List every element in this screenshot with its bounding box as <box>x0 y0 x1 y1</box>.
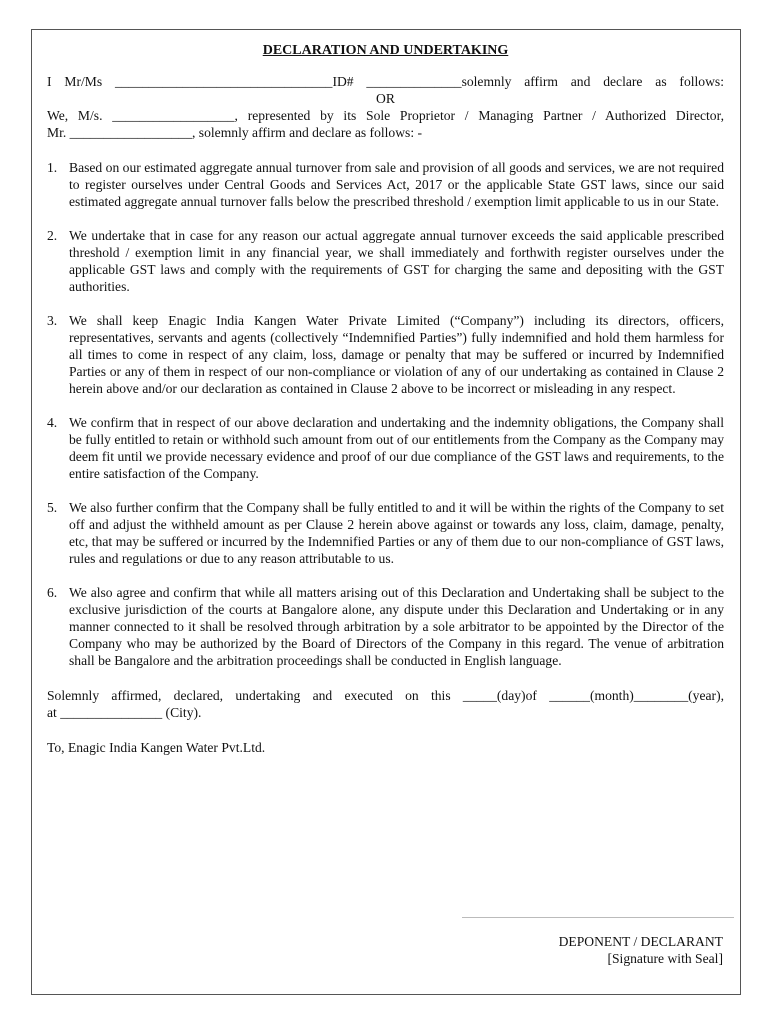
clause-text: We undertake that in case for any reason our actual aggregate annual turnover exceeds the said applicable prescribed threshold / exemption limit in any financial year, we shall immediately and forthwith register ourselves under the applicable GST laws and comply with the requirements of GST for charging the same and depositing with the GST authorities. <box>69 228 724 294</box>
clause-list <box>47 159 724 669</box>
signature-title: DEPONENT / DECLARANT <box>558 934 723 949</box>
clause-text: We also agree and confirm that while all matters arising out of this Declaration and Undertaking shall be subject to the exclusive jurisdiction of the courts at Bangalore alone, any dispute under this Declaration and Undertaking or in any manner connected to it shall be resolved through arbitration by a sole arbitrator to be appointed by the Director of the Company who may be authorized by the Board of Directors of the Company in this regard. The venue of arbitration shall be Bangalore and the arbitration proceedings shall be conducted in English language. <box>69 585 724 668</box>
clause-number: 2. <box>47 228 58 243</box>
clause-text: We confirm that in respect of our above declaration and undertaking and the indemnity obligations, the Company shall be fully entitled to retain or withhold such amount from out of our entitlements from the Company as the Company may deem fit until we provide necessary evidence and proof of our due compliance of the GST laws and requirements, to the entire satisfaction of the Company. <box>69 415 724 481</box>
or-separator: OR <box>376 91 395 106</box>
execution-city-line: at _______________ (City). <box>47 705 202 720</box>
clause-item <box>47 499 724 567</box>
addressee-line: To, Enagic India Kangen Water Pvt.Ltd. <box>47 740 266 755</box>
clause-item <box>47 159 724 210</box>
clause-number: 1. <box>47 160 58 175</box>
clause-item <box>47 584 724 669</box>
signature-block <box>559 933 723 967</box>
clause-number: 6. <box>47 585 58 600</box>
clause-item <box>47 227 724 295</box>
signature-note: [Signature with Seal] <box>607 951 723 966</box>
intro-line-individual: I Mr/Ms ________________________________ID# ______________solemnly affirm and declare as follows: <box>47 74 724 89</box>
intro-line-firm: We, M/s. __________________, represented by its Sole Proprietor / Managing Partner / Authorized Director, <box>47 108 724 123</box>
execution-line: Solemnly affirmed, declared, undertaking and executed on this _____(day)of ______(month)________(year), <box>47 688 724 703</box>
clause-number: 4. <box>47 415 58 430</box>
document-title: DECLARATION AND UNDERTAKING <box>262 43 509 58</box>
intro-line-representative: Mr. __________________, solemnly affirm and declare as follows: - <box>47 125 423 140</box>
clause-number: 3. <box>47 313 58 328</box>
clause-number: 5. <box>47 500 58 515</box>
signature-line <box>462 917 734 918</box>
clause-text: Based on our estimated aggregate annual turnover from sale and provision of all goods and services, we are not required to register ourselves under Central Goods and Services Act, 2017 or the applicable State GST laws, since our said estimated aggregate annual turnover falls below the prescribed threshold / exemption limit applicable to us in our State. <box>69 160 724 209</box>
document-body <box>47 42 724 756</box>
clause-item <box>47 312 724 397</box>
clause-text: We shall keep Enagic India Kangen Water Private Limited (“Company”) including its directors, officers, representatives, servants and agents (collectively “Indemnified Parties”) fully indemnified and hold them harmless for all times to come in respect of any claim, loss, damage or penalty that may be suffered or incurred by Indemnified Parties or any of them in respect of our non-compliance or violation of any of our undertaking as contained in Clause 2 herein above and/or our declaration as contained in Clause 2 above to be incorrect or misleading in any respect. <box>69 313 724 396</box>
clause-text: We also further confirm that the Company shall be fully entitled to and it will be within the rights of the Company to set off and adjust the withheld amount as per Clause 2 herein above against or towards any loss, claim, damage, penalty, etc, that may be suffered or incurred by the Indemnified Parties or any of them due to our non-compliance of GST laws, rules and regulations or due to any reason attributable to us. <box>69 500 724 566</box>
clause-item <box>47 414 724 482</box>
